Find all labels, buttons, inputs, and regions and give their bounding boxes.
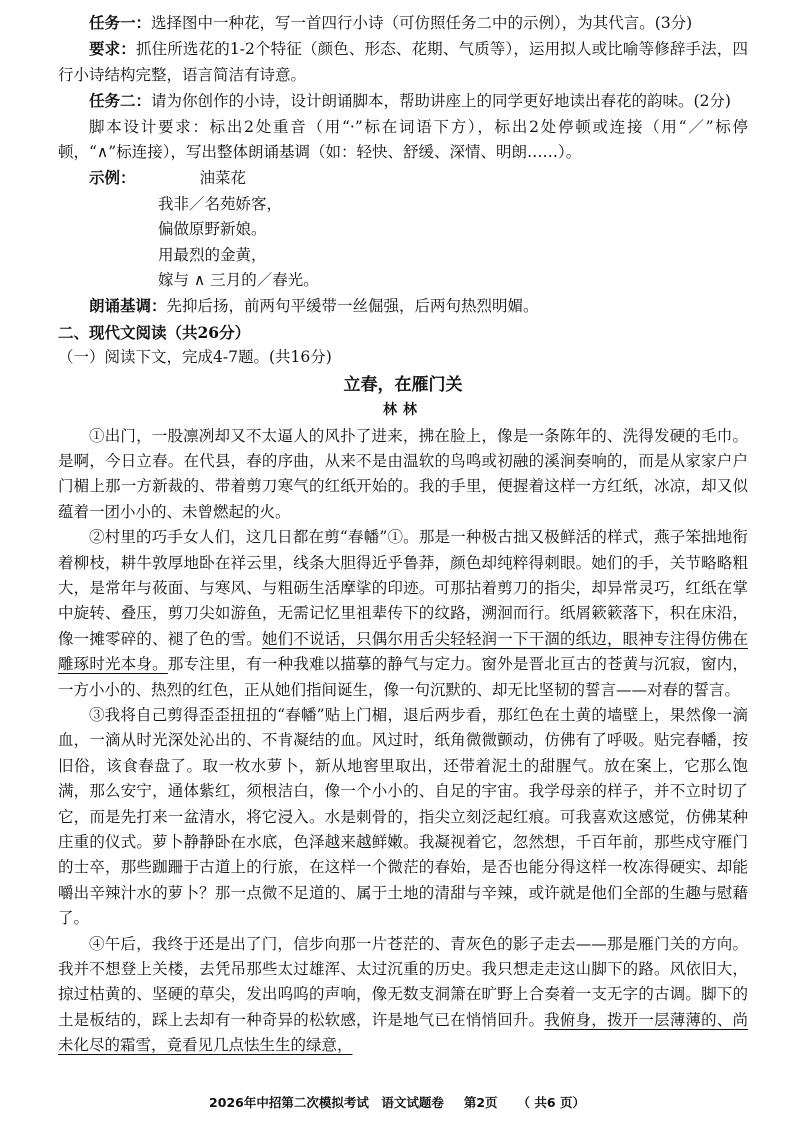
tone-label: 朗诵基调：	[89, 296, 167, 316]
task1-text: 选择图中一种花，写一首四行小诗（可仿照任务二中的示例），为其代言。(3分)	[151, 14, 693, 32]
underlined-sentence-1: 她们不说话，只偶尔用舌尖轻轻润一下干涸的纸边，眼神专注得仿佛在雕琢时光本身。	[58, 629, 748, 674]
task2-text: 请为你创作的小诗，设计朗诵脚本，帮助讲座上的同学更好地读出春花的韵味。(2分)	[151, 92, 731, 111]
tone-paragraph	[58, 293, 748, 319]
script-requirement: 脚本设计要求：标出2处重音（用“·”标在词语下方），标出2处停顿或连接（用“／”标停顿，“∧”标连接），写出整体朗诵基调（如：轻快、舒缓、深情、明朗……）。	[58, 117, 748, 162]
example-poem-title: 油菜花	[199, 169, 247, 188]
article-author: 林林	[383, 402, 423, 419]
article-paragraph-3: ③我将自己剪得歪歪扭扭的“春幡”贴上门楣，退后两步看，那红色在土黄的墙壁上，果然像一滴血，一滴从时光深处沁出的、不肯凝结的血。风过时，纸角微微颤动，仿佛有了呼吸。贴完春幡，按旧俗，该食春盘了。取一枚水萝卜，新从地窖里取出，还带着泥土的甜腥气。放在案上，它那么饱满，那么安宁，通体紫红，须根洁白，像一个小小的、自足的宇宙。我学母亲的样子，并不立时切了它，而是先打来一盆清水，将它浸入。水是刺骨的，指尖立刻泛起红痕。可我喜欢这感觉，仿佛某种庄重的仪式。萝卜静静卧在水底，色泽越来越鲜嫩。我凝视着它，忽然想，千百年前，那些戍守雁门的士卒，那些跏跚于古道上的行旅，在这样一个微茫的春始，是否也能分得这样一枚冻得硬实、却能嚼出辛辣汁水的萝卜？那一点微不足道的、属于土地的清甜与辛辣，或许就是他们全部的生趣与慰藉了。	[58, 705, 748, 928]
section-heading: 二、现代文阅读（共26分）	[58, 322, 251, 342]
page-content	[58, 10, 748, 1059]
task2-paragraph	[58, 88, 748, 114]
paragraph-2-text-b: 那专注里，有一种我难以描摹的静气与定力。窗外是晋北亘古的苍黄与沉寂，窗内，一方小小的、热烈的红色，正从她们指间诞生，像一句沉默的、却无比坚韧的誓言——对春的誓言。	[58, 655, 748, 699]
footer-page-number: 第2页	[463, 1095, 498, 1110]
example-header	[58, 165, 748, 191]
article-paragraph-2	[58, 525, 748, 703]
requirement-text: 抓住所选花的1-2个特征（颜色、形态、花期、气质等），运用拟人或比喻等修辞手法，四行小诗结构完整，语言简洁有诗意。	[58, 40, 748, 84]
tone-text: 先抑后扬，前两句平缓带一丝倔强，后两句热烈明媚。	[166, 297, 539, 316]
task1-label: 任务一：	[89, 13, 152, 32]
example-line-2: 偏做原野新娘。	[158, 220, 267, 239]
task1-paragraph	[58, 10, 748, 36]
article-paragraph-4	[58, 932, 748, 1059]
requirement-paragraph	[58, 36, 748, 88]
example-label: 示例：	[89, 168, 136, 188]
footer-total-pages: （ 共6 页）	[517, 1095, 585, 1110]
article-paragraph-1: ①出门，一股凛冽却又不太逼人的风扑了进来，拂在脸上，像是一条陈年的、洗得发硬的毛巾。是啊，今日立春。在代县，春的序曲，从来不是由温软的鸟鸣或初融的溪涧奏响的，而是从家家户户门楣上那一方新裁的、带着剪刀寒气的红纸开始的。我的手里，便握着这样一方红纸，冰凉，却又似蕴着一团小小的、未曾燃起的火。	[58, 426, 748, 521]
example-line-4: 嫁与 ∧ 三月的／春光。	[158, 271, 319, 290]
example-line-3: 用最烈的金黄，	[158, 245, 267, 264]
task2-label: 任务二：	[89, 91, 152, 111]
footer-exam-title: 2026年中招第二次模拟考试 语文试题卷	[209, 1095, 444, 1110]
paragraph-4-text-a: ④午后，我终于还是出了门，信步向那一片苍茫的、青灰色的影子走去——那是雁门关的方向。我并不想登上关楼，去凭吊那些太过雄浑、太过沉重的历史。我只想走走这山脚下的路。风依旧大，掠过枯黄的、坚硬的草尖，发出呜呜的声响，像无数支洞箫在旷野上合奏着一支无字的古调。脚下的土是板结的，踩上去却有一种奇异的松软感，许是地气已在悄悄回升。	[58, 934, 748, 1029]
underlined-sentence-2: 我俯身，拨开一层薄薄的、尚未化尽的霜雪，竟看见几点怯生生的绿意，	[58, 1010, 748, 1055]
page-footer	[0, 1090, 794, 1115]
paragraph-2-text-a: ②村里的巧手女人们，这几日都在剪“春幡”①。那是一种极古拙又极鲜活的样式，燕子笨拙地衔着柳枝，耕牛敦厚地卧在祥云里，线条大胆得近乎鲁莽，颜色却纯粹得刺眼。她们的手，关节略略粗大，是常年与莜面、与寒风、与粗砺生活摩挲的印迹。可那拈着剪刀的指尖，却异常灵巧，红纸在掌中旋转、叠压，剪刀尖如游鱼，无需记忆里祖辈传下的纹路，溯洄而行。纸屑簌簌落下，积在床沿，像一摊零碎的、褪了色的雪。	[58, 528, 748, 648]
example-poem	[158, 192, 748, 294]
requirement-label: 要求：	[89, 39, 136, 59]
subsection-heading: （一）阅读下文，完成4-7题。(共16分)	[58, 348, 332, 367]
article-title: 立春，在雁门关	[343, 374, 463, 395]
example-line-1: 我非／名苑娇客，	[158, 194, 283, 213]
